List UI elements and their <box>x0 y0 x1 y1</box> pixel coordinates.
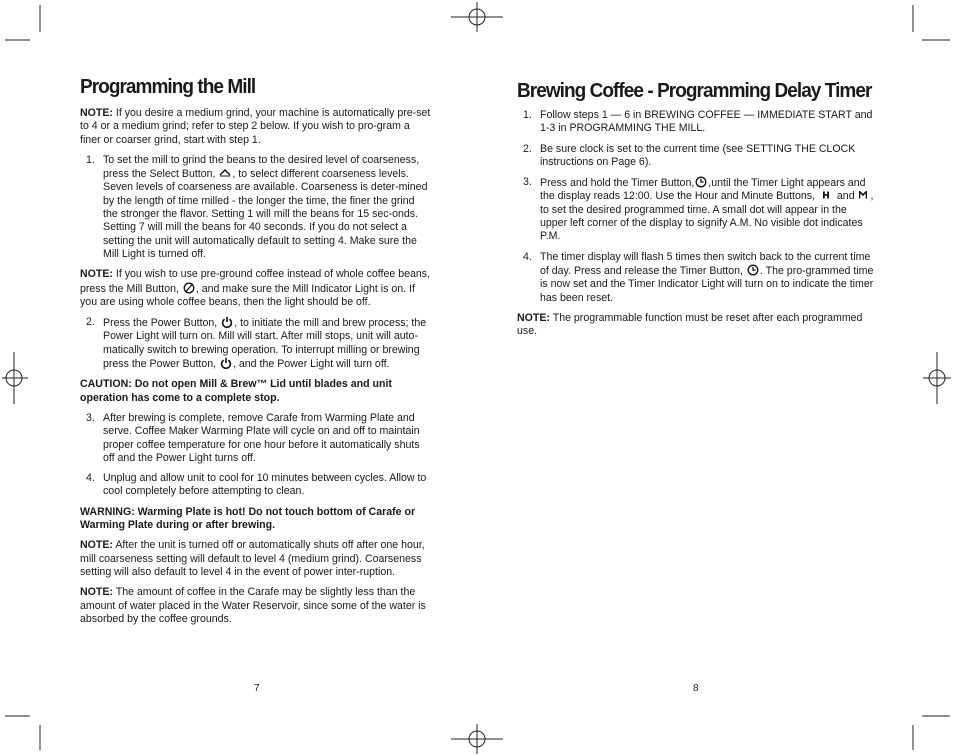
note-coffee-amount: NOTE: The amount of coffee in the Carafe may be slightly less than the amount of water placed in the Water Reservoir, since some of the water is absorbed by the coffee grounds. <box>80 586 426 625</box>
page-title: Brewing Coffee - Programming Delay Timer <box>517 80 872 102</box>
select-icon <box>219 167 231 179</box>
note-default: NOTE: After the unit is turned off or automatically shuts off after one hour, mill coarseness setting will default to level 4 (medium grind). Coarseness setting will also default to level 4 in the event of power inter-ruption. <box>80 539 425 578</box>
page-number-left: 7 <box>254 683 260 694</box>
list-item: 2. Be sure clock is set to the current time (see SETTING THE CLOCK instructions on Page 6). <box>523 142 856 168</box>
list-item: 1. Follow steps 1 — 6 in BREWING COFFEE — IMMEDIATE START and 1-3 in PROGRAMMING THE MILL. <box>523 109 873 135</box>
note-preset: NOTE: If you desire a medium grind, your machine is automatically pre-set to 4 or a medium grind; refer to step 2 below. If you wish to pro-gram a finer or coarser grind, start with step 1. <box>80 107 431 146</box>
caution: CAUTION: Do not open Mill & Brew™ Lid until blades and unit operation has come to a complete stop. <box>80 378 392 404</box>
note-reset: NOTE: The programmable function must be reset after each programmed use. <box>517 311 863 338</box>
hour-icon <box>822 191 830 199</box>
list-item: 4. The timer display will flash 5 times then switch back to the current time of day. Press and release the Timer Button, . The pro-grammed time is now set and the Timer Indicator Light will turn on to indicate the timer has been reset. <box>523 250 874 304</box>
timer-icon <box>747 264 759 276</box>
mill-icon <box>183 282 195 294</box>
page-right <box>517 74 876 345</box>
power-icon <box>221 316 233 328</box>
list-item: 4. Unplug and allow unit to cool for 10 minutes between cycles. Allow to cool completely before attempting to clean. <box>86 472 427 498</box>
minute-icon <box>859 191 867 199</box>
power-icon <box>220 357 232 369</box>
mill-steps-a <box>80 154 432 261</box>
list-item: 3. Press and hold the Timer Button, ,until the Timer Light appears and the display reads 12:00. Use the Hour and Minute Buttons, and , to set the desired programmed time. A small dot will appear in the upper left corner of the display to signify A.M. No visible dot indicates P.M. <box>523 176 874 243</box>
mill-steps-c <box>80 412 432 499</box>
note-preground: NOTE: If you wish to use pre-ground coffee instead of whole coffee beans, press the Mill Button, , and make sure the Mill Indicator Light is on. If you are using whole coffee beans, then the light should be off. <box>80 268 431 308</box>
list-item: 1. To set the mill to grind the beans to the desired level of coarseness, press the Select Button, , to select different coarseness levels. Seven levels of coarseness are available. Coarseness is deter-mined by the length of time milled - the longer the time, the finer the grind the stronger the flavor. Setting 1 will mill the beans for 15 sec-onds. Setting 7 will mill the beans for 40 seconds. If you do not select a setting the unit will automatically default to setting 4. Make sure the Mill Light is turned off. <box>86 153 428 260</box>
mill-steps-b <box>80 316 432 371</box>
timer-icon <box>695 176 707 188</box>
warning: WARNING: Warming Plate is hot! Do not touch bottom of Carafe or Warming Plate during or after brewing. <box>80 505 416 532</box>
page-left <box>80 74 432 633</box>
list-item: 3. After brewing is complete, remove Carafe from Warming Plate and serve. Coffee Maker Warming Plate will cycle on and off to maintain proper coffee temperature for one hour before it automatically shuts off and the Power Light turns off. <box>86 411 420 464</box>
list-item: 2. Press the Power Button, , to initiate the mill and brew process; the Power Light will turn on. Mill will start. After mill stops, unit will auto-matically switch to brewing operation. To interrupt milling or brewing press the Power Button, , and the Power Light will turn off. <box>86 316 427 371</box>
timer-steps <box>517 109 876 305</box>
page-number-right: 8 <box>693 683 699 694</box>
page-title: Programming the Mill <box>80 76 256 98</box>
